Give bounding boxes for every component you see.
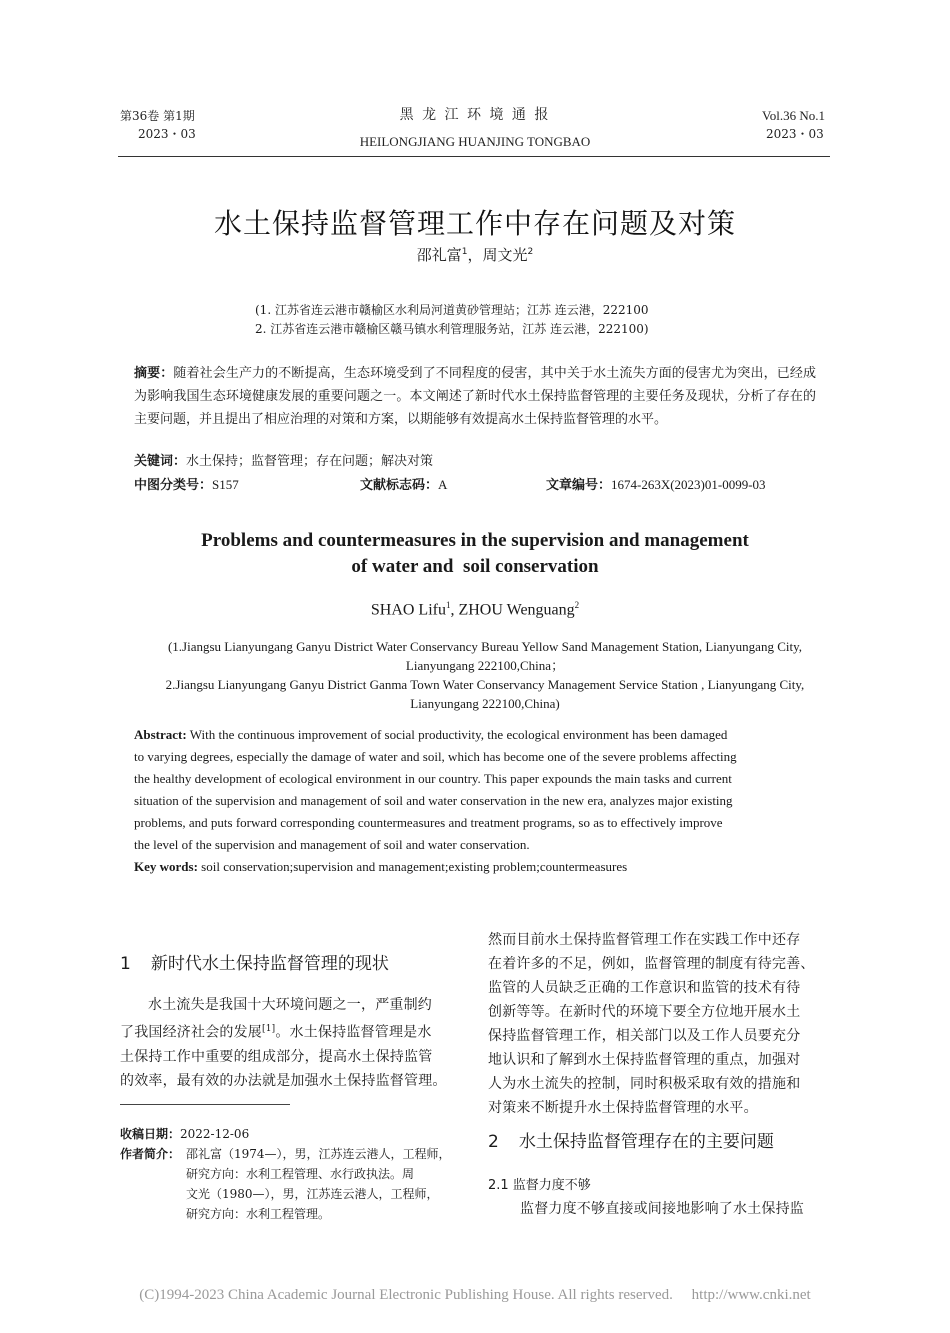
- subsection-2-1-line1: 监督力度不够直接或间接地影响了水土保持监: [520, 1201, 804, 1217]
- author-2-sup: 2: [527, 247, 534, 257]
- bio-line4: 研究方向：水利工程管理。: [186, 1207, 331, 1221]
- authors-en: [0, 600, 950, 619]
- volume-issue-en: Vol.36 No.1: [762, 108, 825, 123]
- author-1-cn: 邵礼富: [416, 246, 462, 264]
- bio-line2: 研究方向：水利工程管理、水行政执法。周: [186, 1167, 415, 1181]
- right-line6: 地认识和了解到水土保持监督管理的重点，加强对: [488, 1052, 801, 1068]
- section-1-line2: [120, 1017, 460, 1045]
- right-line7: 人为水土流失的控制，同时积极采取有效的措施和: [488, 1076, 801, 1092]
- received-label: 收稿日期：: [120, 1127, 181, 1141]
- keywords-cn-label: 关键词：: [134, 454, 187, 469]
- footnote-bio: [186, 1144, 476, 1224]
- abstract-cn-text: 随着社会生产力的不断提高，生态环境受到了不同程度的侵害，其中关于水土流失方面的侵害尤为突出，已经成为影响我国生态环境健康发展的重要问题之一。本文阐述了新时代水土保持监督管理的主要任务及现状，分析了存在的主要问题，并且提出了相应治理的对策和方案，以期能够有效提高水土保持监督管理的水平。: [134, 366, 816, 427]
- right-line1: 然而目前水土保持监督管理工作在实践工作中还存: [488, 932, 801, 948]
- right-line2: 在着许多的不足，例如，监督管理的制度有待完善、: [488, 956, 815, 972]
- journal-name-cn: 黑 龙 江 环 境 通 报: [399, 107, 551, 123]
- section-1-line1: 水土流失是我国十大环境问题之一，严重制约: [148, 997, 432, 1013]
- author-1-en-sup: 1: [445, 600, 451, 610]
- title-en-line2: of water and soil conservation: [351, 556, 599, 577]
- right-line4: 创新等等。在新时代的环境下要全方位地开展水土: [488, 1004, 801, 1020]
- section-1-line4: 的效率，最有效的办法就是加强水土保持监督管理。: [120, 1072, 447, 1089]
- author-en-separator: ,: [450, 601, 459, 619]
- author-2-en: ZHOU Wenguang: [458, 601, 575, 619]
- header-rule: [118, 156, 830, 157]
- right-line5: 保持监督管理工作，相关部门以及工作人员要充分: [488, 1028, 801, 1044]
- title-en-line1: Problems and countermeasures in the supervision and management: [201, 530, 749, 551]
- section-2-heading: [488, 1130, 774, 1154]
- journal-name-en: HEILONGJIANG HUANJING TONGBAO: [359, 134, 591, 149]
- section-2-number: 2: [488, 1132, 499, 1152]
- section-1-line2-text: 了我国经济社会的发展: [120, 1024, 262, 1041]
- affiliations-cn: [255, 301, 649, 339]
- affiliation-cn-2: 2. 江苏省连云港市赣榆区赣马镇水利管理服务站，江苏 连云港，222100): [255, 322, 649, 336]
- abstract-en-label: Abstract:: [134, 727, 187, 742]
- volume-issue-cn: 第36卷 第1期: [120, 109, 195, 123]
- subsection-2-1-heading: 2.1 监督力度不够: [488, 1178, 591, 1193]
- right-line8: 对策来不断提升水土保持监督管理的水平。: [488, 1100, 758, 1116]
- abstract-en-line4: situation of the supervision and management of soil and water conservation in the new era, analyzes major existing: [134, 793, 733, 808]
- date-left: 2023・03: [138, 127, 196, 141]
- bio-label: 作者简介：: [120, 1147, 181, 1161]
- section-2-title: 水土保持监督管理存在的主要问题: [518, 1132, 774, 1152]
- keywords-en-label: Key words:: [134, 859, 198, 874]
- article-number-label: 文章编号：: [546, 478, 612, 493]
- section-1-number: 1: [120, 954, 131, 974]
- right-line3: 监管的人员缺乏正确的工作意识和监管的技术有待: [488, 980, 801, 996]
- author-1-sup: 1: [461, 247, 468, 257]
- clc-number: [134, 474, 239, 497]
- document-code: [360, 474, 447, 497]
- affiliations-en: [110, 637, 860, 713]
- received-value: 2022-12-06: [180, 1127, 250, 1141]
- authors-cn: [0, 244, 950, 265]
- right-column-paragraph: [488, 928, 833, 1120]
- keywords-cn-text: 水土保持；监督管理；存在问题；解决对策: [186, 454, 434, 469]
- clc-value: S157: [212, 477, 239, 492]
- keywords-cn: [134, 451, 433, 473]
- affiliation-en-2a: 2.Jiangsu Lianyungang Ganyu District Ganma Town Water Conservancy Management Service Station , Lianyungang City,: [165, 677, 805, 692]
- date-right: 2023・03: [766, 127, 824, 141]
- affiliation-en-2b: Lianyungang 222100,China): [410, 696, 560, 711]
- author-2-en-sup: 2: [574, 600, 580, 610]
- abstract-en: [134, 724, 824, 878]
- author-1-en: SHAO Lifu: [370, 601, 446, 619]
- doc-code-label: 文献标志码：: [360, 478, 439, 493]
- footnote-rule: [120, 1104, 290, 1105]
- abstract-en-line3: the healthy development of ecological environment in our country. This paper expounds the main tasks and current: [134, 771, 732, 786]
- affiliation-en-1b: Lianyungang 222100,China；: [405, 658, 565, 673]
- article-number-value: 1674-263X(2023)01-0099-03: [611, 477, 766, 492]
- author-separator: ，: [467, 246, 483, 264]
- section-1-line3: 土保持工作中重要的组成部分，提高水土保持监管: [120, 1048, 433, 1065]
- keywords-en-text: soil conservation;supervision and management;existing problem;countermeasures: [197, 859, 628, 874]
- title-en: [100, 528, 850, 580]
- copyright-footer: (C)1994-2023 China Academic Journal Electronic Publishing House. All rights reserved. http://www.cnki.net: [139, 1287, 811, 1303]
- abstract-en-line2: to varying degrees, especially the damage of water and soil, which has become one of the severe problems affecting: [134, 749, 737, 764]
- footnote-bio-label: [120, 1144, 180, 1164]
- doc-code-value: A: [438, 477, 448, 492]
- author-2-cn: 周文光: [482, 246, 528, 264]
- article-number: [546, 474, 766, 497]
- footnote-received: [120, 1124, 249, 1144]
- affiliation-cn-1: (1. 江苏省连云港市赣榆区水利局河道黄砂管理站；江苏 连云港，222100: [255, 303, 649, 317]
- section-1-title: 新时代水土保持监督管理的现状: [150, 954, 389, 974]
- title-cn: 水土保持监督管理工作中存在问题及对策: [213, 207, 736, 240]
- affiliation-en-1a: (1.Jiangsu Lianyungang Ganyu District Water Conservancy Bureau Yellow Sand Management Station, Lianyungang City,: [167, 639, 803, 654]
- section-1-paragraph: [120, 993, 460, 1093]
- bio-line1: 邵礼富（1974—），男，江苏连云港人，工程师，: [186, 1147, 451, 1161]
- abstract-en-line1: With the continuous improvement of social productivity, the ecological environment has been damaged: [186, 727, 728, 742]
- abstract-cn-label: 摘要：: [134, 366, 174, 381]
- abstract-en-line5: problems, and puts forward corresponding countermeasures and treatment programs, so as to effectively improve: [134, 815, 723, 830]
- bio-line3: 文光（1980—），男，江苏连云港人，工程师，: [186, 1187, 439, 1201]
- abstract-en-line6: the level of the supervision and management of soil and water conservation.: [134, 837, 530, 852]
- clc-label: 中图分类号：: [134, 478, 213, 493]
- section-1-line2-rest: 。水土保持监督管理是水: [275, 1024, 432, 1041]
- section-1-heading: [120, 952, 389, 976]
- citation-1[interactable]: [1]: [262, 1024, 276, 1034]
- abstract-cn: [134, 362, 816, 431]
